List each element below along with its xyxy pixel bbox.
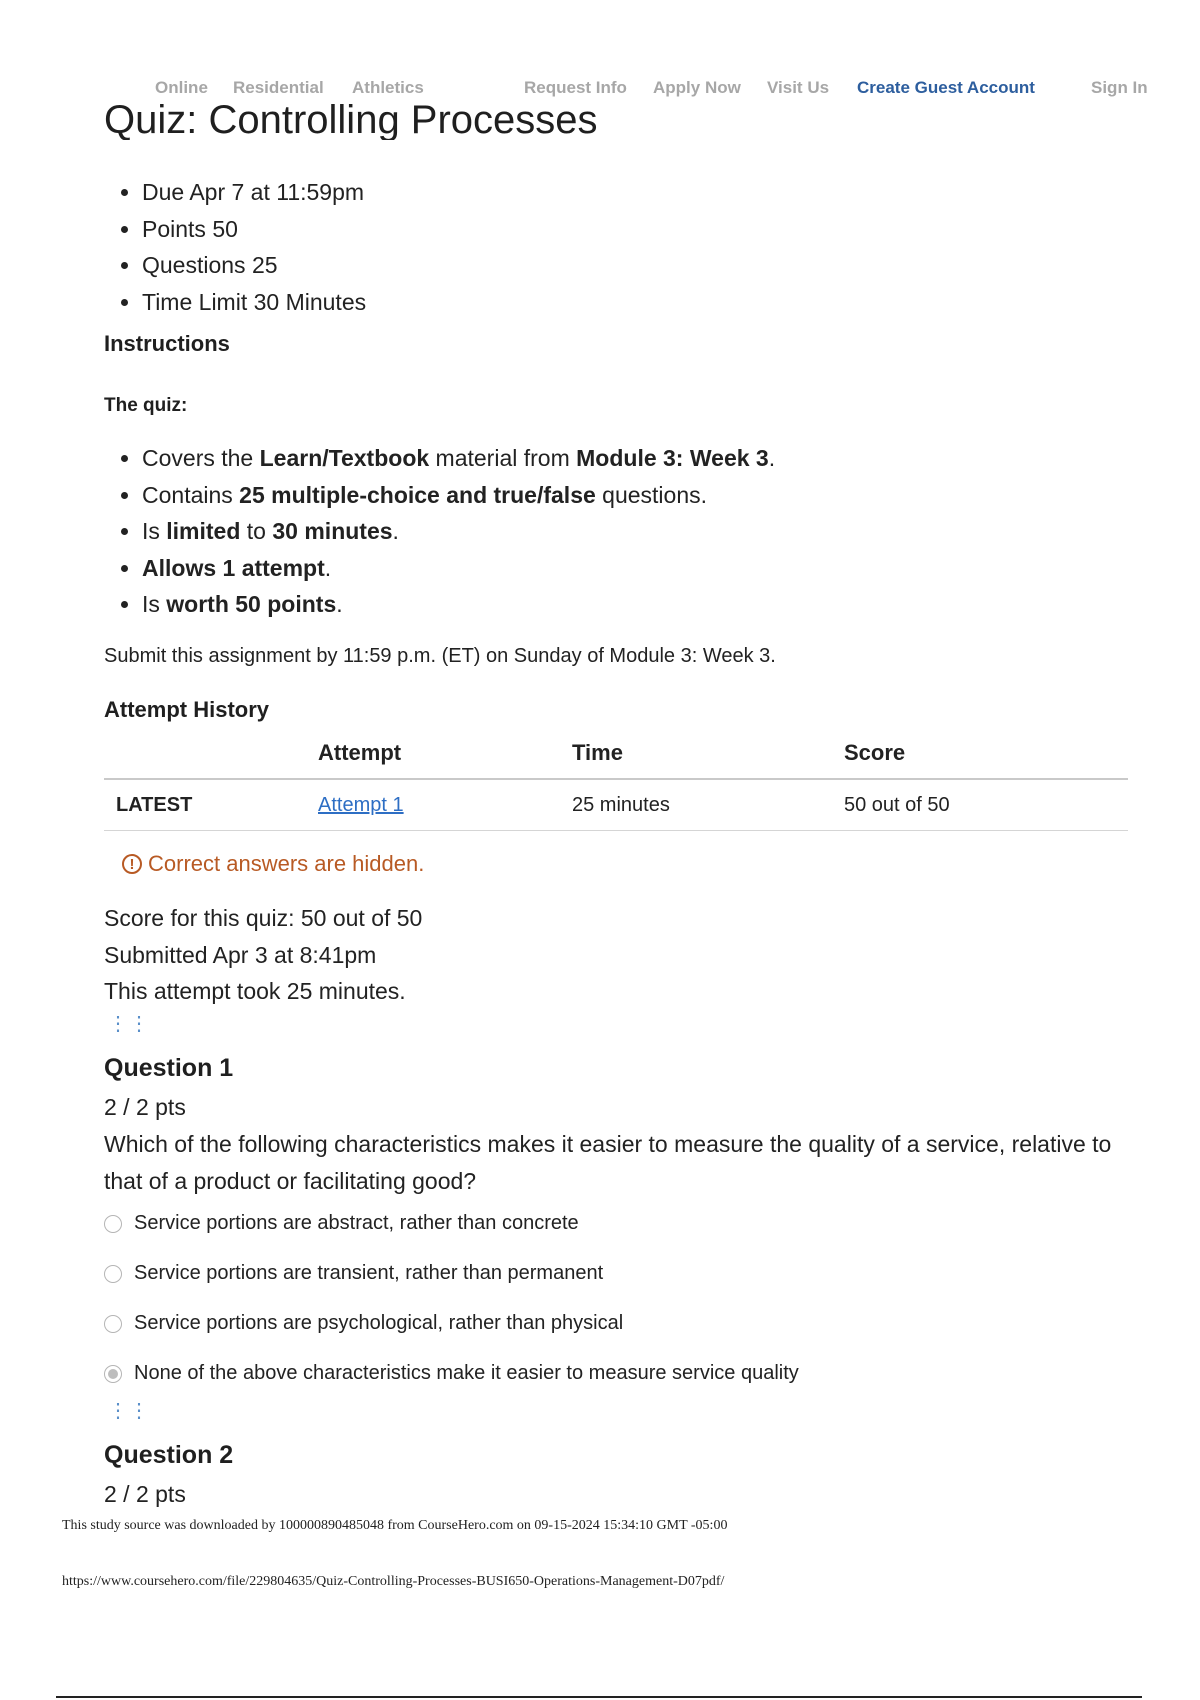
column-header-attempt: Attempt bbox=[318, 734, 572, 779]
nav-athletics-link[interactable]: Athletics bbox=[352, 78, 424, 97]
detail-due: • Due Apr 7 at 11:59pm bbox=[142, 174, 366, 211]
nav-apply-now-link[interactable]: Apply Now bbox=[653, 78, 741, 97]
radio-button[interactable] bbox=[104, 1315, 122, 1333]
instruction-item: • Covers the Learn/Textbook material from Module 3: Week 3. bbox=[142, 440, 775, 477]
attempt-1-link[interactable]: Attempt 1 bbox=[318, 793, 404, 816]
score-cell: 50 out of 50 bbox=[844, 779, 1128, 831]
instruction-item: • Contains 25 multiple-choice and true/false questions. bbox=[142, 477, 775, 514]
column-header-blank bbox=[104, 734, 318, 779]
answer-option[interactable] bbox=[104, 1312, 623, 1335]
answer-label: None of the above characteristics make it easier to measure service quality bbox=[134, 1362, 799, 1384]
detail-questions: • Questions 25 bbox=[142, 247, 366, 284]
download-note: This study source was downloaded by 100000890485048 from CourseHero.com on 09-15-2024 15:34:10 GMT -05:00 bbox=[62, 1518, 728, 1533]
detail-time-limit: • Time Limit 30 Minutes bbox=[142, 284, 366, 321]
submission-note: Submit this assignment by 11:59 p.m. (ET) on Sunday of Module 3: Week 3. bbox=[104, 645, 776, 667]
nav-request-info-link[interactable]: Request Info bbox=[524, 78, 627, 97]
column-header-time: Time bbox=[572, 734, 844, 779]
hidden-answers-notice bbox=[122, 851, 424, 877]
nav-online-link[interactable]: Online bbox=[155, 78, 208, 97]
top-navigation bbox=[0, 78, 1200, 100]
quiz-score: Score for this quiz: 50 out of 50 bbox=[104, 905, 423, 931]
detail-points: • Points 50 bbox=[142, 211, 366, 248]
column-header-score: Score bbox=[844, 734, 1128, 779]
instructions-heading: Instructions bbox=[104, 331, 230, 356]
answer-option-selected[interactable] bbox=[104, 1362, 799, 1385]
attempt-history-heading: Attempt History bbox=[104, 697, 270, 722]
question-2-title: Question 2 bbox=[104, 1441, 234, 1469]
instruction-item: • Is worth 50 points. bbox=[142, 586, 775, 623]
notice-text: Correct answers are hidden. bbox=[148, 851, 425, 876]
submitted-time: Submitted Apr 3 at 8:41pm bbox=[104, 941, 377, 968]
instruction-item: • Allows 1 attempt. bbox=[142, 550, 775, 587]
question-1-points: 2 / 2 pts bbox=[104, 1094, 186, 1120]
quiz-details-list bbox=[104, 174, 366, 320]
answer-option[interactable] bbox=[104, 1212, 579, 1235]
radio-button[interactable] bbox=[104, 1265, 122, 1283]
answer-option[interactable] bbox=[104, 1262, 603, 1285]
time-cell: 25 minutes bbox=[572, 779, 844, 831]
page-title: Quiz: Controlling Processes bbox=[104, 104, 598, 140]
latest-label: LATEST bbox=[104, 779, 318, 831]
nav-residential-link[interactable]: Residential bbox=[233, 78, 324, 97]
answer-label: Service portions are transient, rather than permanent bbox=[134, 1262, 604, 1284]
question-2-points: 2 / 2 pts bbox=[104, 1481, 186, 1507]
nav-visit-us-link[interactable]: Visit Us bbox=[767, 78, 830, 97]
question-1-title: Question 1 bbox=[104, 1054, 234, 1082]
instruction-item: • Is limited to 30 minutes. bbox=[142, 513, 775, 550]
radio-button[interactable] bbox=[104, 1215, 122, 1233]
exclamation-circle-icon: ! bbox=[122, 854, 142, 874]
instructions-subheading: The quiz: bbox=[104, 395, 188, 416]
attempt-history-table bbox=[104, 734, 1128, 831]
page-divider bbox=[56, 1696, 1142, 1698]
attempt-summary bbox=[104, 900, 422, 1010]
answer-label: Service portions are psychological, rather than physical bbox=[134, 1312, 624, 1334]
drag-handle-icon[interactable]: ⋮⋮ bbox=[108, 1013, 150, 1035]
attempt-duration: This attempt took 25 minutes. bbox=[104, 978, 406, 1004]
nav-sign-in-link[interactable]: Sign In bbox=[1091, 78, 1148, 97]
source-url: https://www.coursehero.com/file/229804635/Quiz-Controlling-Processes-BUSI650-Operations-Management-D07pdf/ bbox=[62, 1574, 725, 1589]
drag-handle-icon[interactable]: ⋮⋮ bbox=[108, 1400, 150, 1422]
question-1-text: Which of the following characteristics makes it easier to measure the quality of a service, relative to that of a product or facilitating good? bbox=[104, 1131, 1112, 1194]
nav-create-guest-account-link[interactable]: Create Guest Account bbox=[857, 78, 1035, 97]
radio-button-selected[interactable] bbox=[104, 1365, 122, 1383]
attempt-cell bbox=[318, 779, 572, 831]
table-row bbox=[104, 779, 1128, 831]
table-header-row bbox=[104, 734, 1128, 779]
answer-label: Service portions are abstract, rather than concrete bbox=[134, 1212, 579, 1234]
instructions-list bbox=[104, 440, 775, 623]
